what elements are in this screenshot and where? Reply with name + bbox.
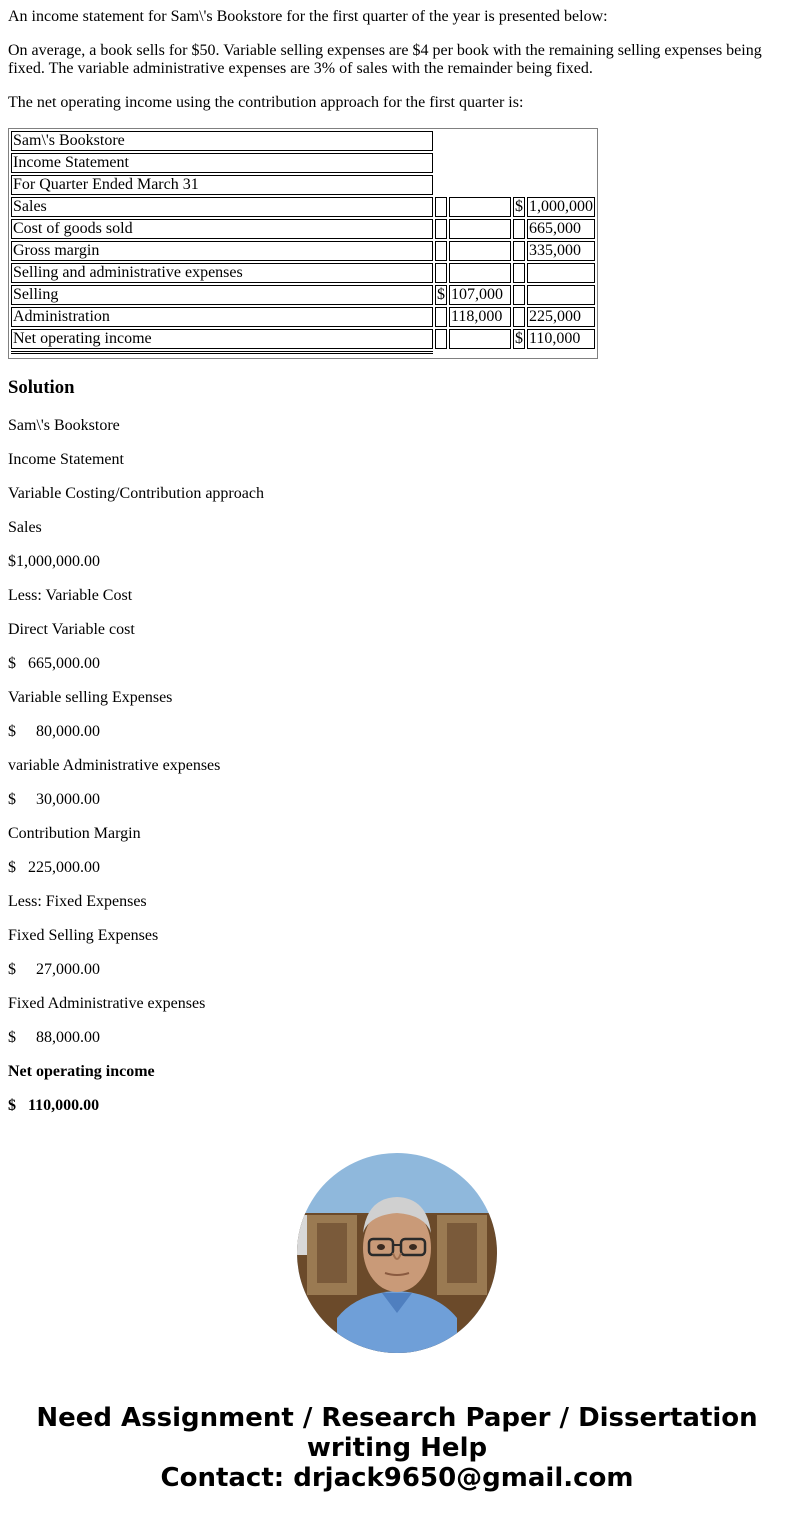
author-photo bbox=[297, 1153, 497, 1353]
solution-line: Fixed Selling Expenses bbox=[8, 927, 159, 944]
row-amount-2 bbox=[527, 263, 595, 283]
double-underline bbox=[11, 351, 433, 356]
statement-period: For Quarter Ended March 31 bbox=[11, 175, 433, 195]
statement-title-row bbox=[11, 153, 595, 173]
table-row bbox=[11, 307, 595, 327]
row-amount-1: 107,000 bbox=[449, 285, 511, 305]
solution-line: Direct Variable cost bbox=[8, 621, 135, 638]
table-row bbox=[11, 219, 595, 239]
assumptions-text: On average, a book sells for $50. Variable selling expenses are $4 per book with the remaining selling expenses being fixed. The variable administrative expenses are 3% of sales with the remainder being fixed. bbox=[8, 42, 762, 77]
row-currency-1 bbox=[435, 329, 447, 349]
solution-line: $ 80,000.00 bbox=[8, 723, 100, 740]
row-amount-1 bbox=[449, 329, 511, 349]
row-currency-2: $ bbox=[515, 330, 523, 347]
solution-heading: Solution bbox=[8, 377, 75, 398]
double-underline-row bbox=[11, 351, 595, 356]
solution-lines bbox=[8, 417, 786, 1115]
row-label: Administration bbox=[11, 307, 433, 327]
row-label: Selling bbox=[11, 285, 433, 305]
statement-period-row bbox=[11, 175, 595, 195]
solution-line: $ 225,000.00 bbox=[8, 859, 100, 876]
row-currency-2 bbox=[513, 307, 525, 327]
row-currency-2 bbox=[513, 219, 525, 239]
solution-line: Sam\'s Bookstore bbox=[8, 417, 120, 434]
solution-line: Contribution Margin bbox=[8, 825, 141, 842]
solution-line: Fixed Administrative expenses bbox=[8, 995, 206, 1012]
row-currency-1 bbox=[435, 307, 447, 327]
row-label: Cost of goods sold bbox=[11, 219, 433, 239]
row-amount-2: 110,000 bbox=[527, 329, 595, 349]
solution-line: $ 30,000.00 bbox=[8, 791, 100, 808]
solution-line-bold: Net operating income bbox=[8, 1063, 155, 1080]
row-currency-2 bbox=[513, 285, 525, 305]
solution-line-bold: $ 110,000.00 bbox=[8, 1097, 100, 1114]
row-currency-2: $ bbox=[515, 198, 523, 215]
table-row bbox=[11, 263, 595, 283]
solution-line: Less: Fixed Expenses bbox=[8, 893, 147, 910]
author-portrait-image bbox=[297, 1153, 497, 1353]
row-currency-2 bbox=[513, 241, 525, 261]
row-amount-1 bbox=[449, 197, 511, 217]
statement-company: Sam\'s Bookstore bbox=[11, 131, 433, 151]
intro-text: An income statement for Sam\'s Bookstore for the first quarter of the year is presented below: bbox=[8, 8, 608, 25]
row-amount-1 bbox=[449, 241, 511, 261]
row-currency-1 bbox=[435, 219, 447, 239]
statement-title: Income Statement bbox=[11, 153, 433, 173]
row-label: Sales bbox=[11, 197, 433, 217]
solution-line: $ 665,000.00 bbox=[8, 655, 100, 672]
table-row bbox=[11, 285, 595, 305]
solution-line: Variable Costing/Contribution approach bbox=[8, 485, 264, 502]
solution-line: $1,000,000.00 bbox=[8, 553, 100, 570]
solution-line: $ 88,000.00 bbox=[8, 1029, 100, 1046]
row-label: Selling and administrative expenses bbox=[11, 263, 433, 283]
row-currency-1 bbox=[435, 263, 447, 283]
row-amount-1 bbox=[449, 219, 511, 239]
promo-banner bbox=[0, 1403, 794, 1493]
row-amount-1 bbox=[449, 263, 511, 283]
row-amount-2: 225,000 bbox=[527, 307, 595, 327]
promo-contact: Contact: drjack9650@gmail.com bbox=[160, 1463, 634, 1493]
solution-line: Less: Variable Cost bbox=[8, 587, 133, 604]
solution-line: variable Administrative expenses bbox=[8, 757, 221, 774]
solution-line: Sales bbox=[8, 519, 42, 536]
question-text: The net operating income using the contribution approach for the first quarter is: bbox=[8, 94, 524, 111]
row-currency-1 bbox=[435, 241, 447, 261]
row-currency-1 bbox=[435, 197, 447, 217]
solution-line: $ 27,000.00 bbox=[8, 961, 100, 978]
income-statement-table bbox=[8, 128, 598, 359]
row-amount-1: 118,000 bbox=[449, 307, 511, 327]
table-row bbox=[11, 197, 595, 217]
row-amount-2: 335,000 bbox=[527, 241, 595, 261]
table-row bbox=[11, 329, 595, 349]
promo-line-1: Need Assignment / Research Paper / Dissertation bbox=[36, 1403, 758, 1433]
row-currency-2 bbox=[513, 263, 525, 283]
solution-line: Income Statement bbox=[8, 451, 124, 468]
table-row bbox=[11, 241, 595, 261]
statement-company-row bbox=[11, 131, 595, 151]
promo-line-2: writing Help bbox=[306, 1433, 488, 1463]
row-label: Net operating income bbox=[11, 329, 433, 349]
row-amount-2 bbox=[527, 285, 595, 305]
row-label: Gross margin bbox=[11, 241, 433, 261]
row-amount-2: 1,000,000 bbox=[529, 198, 593, 215]
question-content bbox=[8, 0, 786, 1131]
row-currency-1: $ bbox=[437, 286, 445, 303]
row-amount-2: 665,000 bbox=[527, 219, 595, 239]
solution-line: Variable selling Expenses bbox=[8, 689, 173, 706]
